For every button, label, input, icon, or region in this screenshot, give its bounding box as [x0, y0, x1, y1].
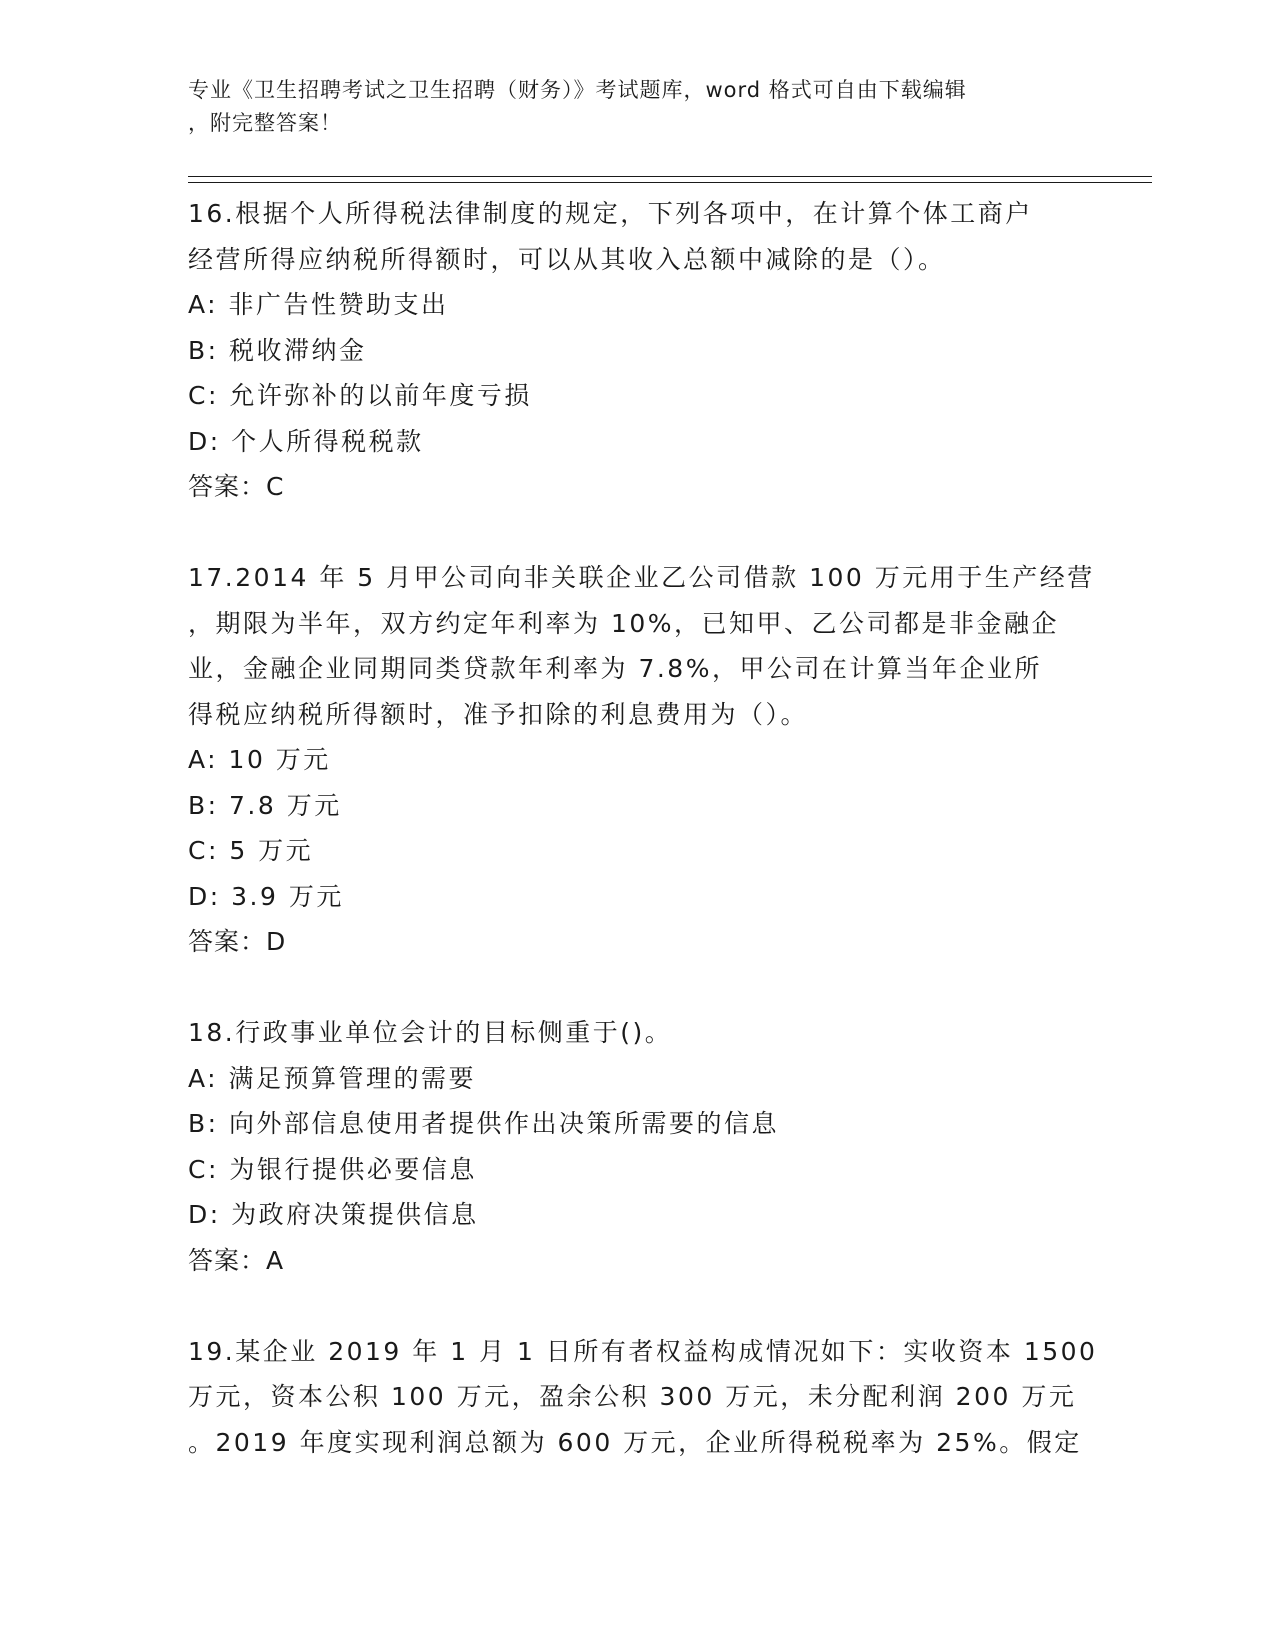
question-stem-line: ，期限为半年，双方约定年利率为 10%，已知甲、乙公司都是非金融企 — [188, 608, 1060, 638]
option-d: D: 3.9 万元 — [188, 881, 344, 911]
question-stem-line: 19.某企业 2019 年 1 月 1 日所有者权益构成情况如下：实收资本 1500 — [188, 1336, 1098, 1366]
answer-line: 答案：A — [188, 1245, 285, 1275]
question-stem-line: 经营所得应纳税所得额时，可以从其收入总额中减除的是（）。 — [188, 244, 946, 274]
question-stem-line: 18.行政事业单位会计的目标侧重于()。 — [188, 1018, 673, 1047]
question-17 — [188, 555, 1108, 965]
question-stem-line: 17.2014 年 5 月甲公司向非关联企业乙公司借款 100 万元用于生产经营 — [188, 563, 1095, 592]
option-a: A: 10 万元 — [188, 745, 331, 774]
option-c: C: 5 万元 — [188, 836, 314, 865]
question-list — [188, 191, 1108, 1465]
document-header — [188, 74, 1068, 140]
header-line: ，附完整答案！ — [188, 111, 342, 135]
header-line: 专业《卫生招聘考试之卫生招聘（财务）》考试题库，word 格式可自由下载编辑 — [188, 78, 967, 102]
question-stem-line: 16.根据个人所得税法律制度的规定，下列各项中，在计算个体工商户 — [188, 199, 1033, 228]
option-a: A: 非广告性赞助支出 — [188, 290, 449, 319]
option-a: A: 满足预算管理的需要 — [188, 1063, 477, 1093]
header-divider — [188, 176, 1152, 177]
spacer — [188, 1283, 1108, 1329]
question-19 — [188, 1329, 1108, 1466]
question-18 — [188, 1010, 1108, 1283]
option-b: B: 税收滞纳金 — [188, 335, 367, 365]
question-16 — [188, 191, 1108, 510]
header-divider — [188, 182, 1152, 183]
option-c: C: 允许弥补的以前年度亏损 — [188, 381, 532, 410]
option-d: D: 个人所得税税款 — [188, 426, 424, 456]
answer-line: 答案：D — [188, 927, 287, 956]
question-stem-line: 。2019 年度实现利润总额为 600 万元，企业所得税税率为 25%。假定 — [188, 1427, 1082, 1457]
option-d: D: 为政府决策提供信息 — [188, 1200, 479, 1229]
spacer — [188, 965, 1108, 1011]
question-stem-line: 万元，资本公积 100 万元，盈余公积 300 万元，未分配利润 200 万元 — [188, 1382, 1077, 1411]
option-c: C: 为银行提供必要信息 — [188, 1154, 477, 1184]
spacer — [188, 510, 1108, 556]
answer-line: 答案：C — [188, 472, 285, 501]
option-b: B: 向外部信息使用者提供作出决策所需要的信息 — [188, 1109, 780, 1138]
question-stem-line: 得税应纳税所得额时，准予扣除的利息费用为（）。 — [188, 699, 809, 729]
option-b: B: 7.8 万元 — [188, 790, 342, 820]
question-stem-line: 业，金融企业同期同类贷款年利率为 7.8%，甲公司在计算当年企业所 — [188, 654, 1042, 683]
